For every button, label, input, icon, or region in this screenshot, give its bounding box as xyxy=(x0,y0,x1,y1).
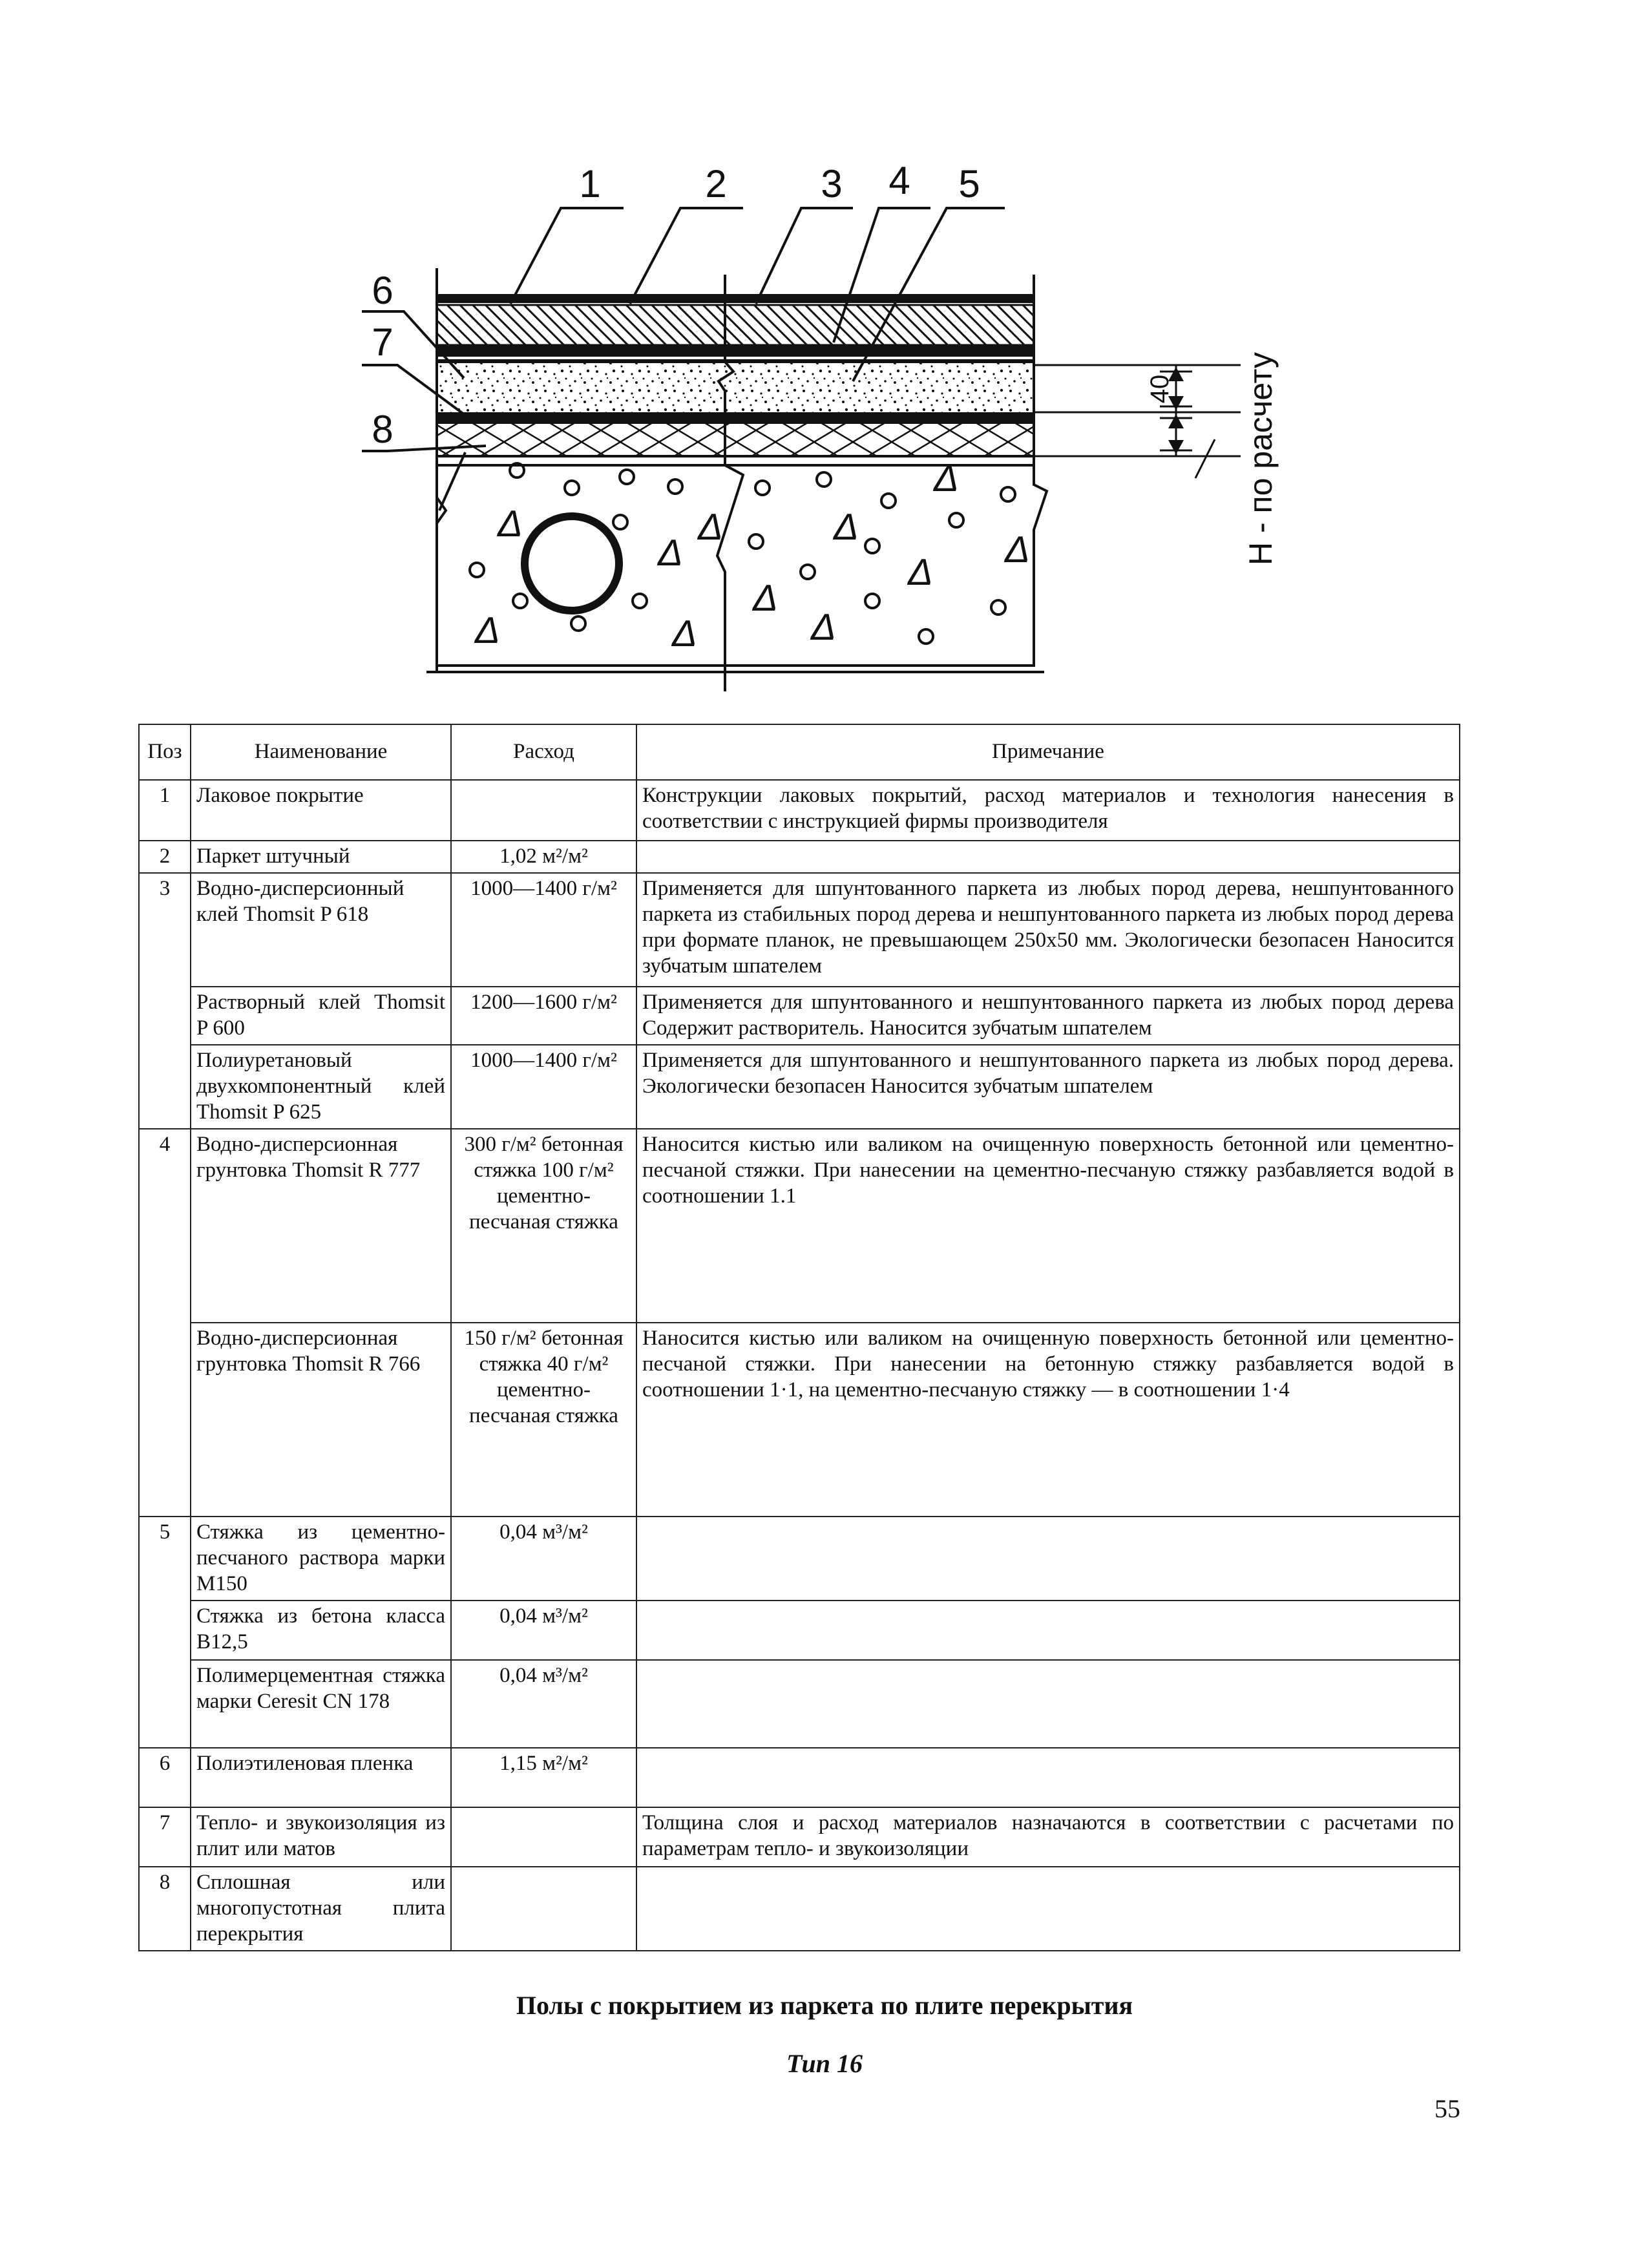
layer-film xyxy=(437,412,1034,424)
cell-name: Водно-дисперсионный клей Thomsit P 618 xyxy=(191,873,451,987)
cell-note: Толщина слоя и расход материалов назначаются в соответствии с расчетами по параметрам тепло- и звукоизоляции xyxy=(636,1807,1460,1867)
cell-pos xyxy=(139,1045,191,1129)
cell-name: Растворный клей Thomsit P 600 xyxy=(191,987,451,1045)
cell-pos: 8 xyxy=(139,1867,191,1951)
table-row xyxy=(139,1660,1460,1748)
cell-name: Стяжка из бетона класса В12,5 xyxy=(191,1601,451,1660)
cell-name: Сплошная или многопустотная плита перекрытия xyxy=(191,1867,451,1951)
cell-rate xyxy=(451,1807,636,1867)
callout-6: 6 xyxy=(372,269,394,312)
svg-text:Δ: Δ xyxy=(753,577,778,619)
cell-rate: 0,04 м³/м² xyxy=(451,1517,636,1601)
cell-rate: 300 г/м² бетонная стяжка 100 г/м² цементно-песчаная стяжка xyxy=(451,1129,636,1323)
header-rate: Расход xyxy=(451,724,636,780)
page-caption: Полы с покрытием из паркета по плите перекрытия xyxy=(516,1991,1133,2020)
cell-name: Лаковое покрытие xyxy=(191,780,451,841)
cell-name: Водно-дисперсионная грунтовка Thomsit R 766 xyxy=(191,1323,451,1517)
svg-text:Δ: Δ xyxy=(658,532,683,574)
cell-rate: 1000—1400 г/м² xyxy=(451,1045,636,1129)
callout-5: 5 xyxy=(958,162,980,205)
callout-1: 1 xyxy=(579,162,601,205)
cell-note: Конструкции лаковых покрытий, расход материалов и технология нанесения в соответствии с инструкцией фирмы производителя xyxy=(636,780,1460,841)
cell-rate: 1000—1400 г/м² xyxy=(451,873,636,987)
callout-3: 3 xyxy=(821,162,843,205)
cell-pos xyxy=(139,1323,191,1517)
layer-lacquer xyxy=(437,294,1034,303)
cell-rate xyxy=(451,1867,636,1951)
cell-note xyxy=(636,1601,1460,1660)
cell-rate xyxy=(451,780,636,841)
table-row xyxy=(139,841,1460,873)
cell-note: Наносится кистью или валиком на очищенную поверхность бетонной или цементно-песчаной стяжки. При нанесении на бетонную стяжку разбавляется водой в соотношении 1·1, на цементно-песчаную стяжку — в соотношении 1·4 xyxy=(636,1323,1460,1517)
table-row xyxy=(139,780,1460,841)
cell-note: Применяется для шпунтованного и нешпунтованного паркета из любых пород дерева. Экологически безопасен Наносится зубчатым шпателем xyxy=(636,1045,1460,1129)
table-row xyxy=(139,1517,1460,1601)
callout-2: 2 xyxy=(705,162,727,205)
cell-pos: 3 xyxy=(139,873,191,987)
cell-pos: 4 xyxy=(139,1129,191,1323)
thickness-note: H - по расчету xyxy=(1243,352,1279,566)
specification-table xyxy=(138,724,1460,1951)
cell-pos: 1 xyxy=(139,780,191,841)
cell-pos: 2 xyxy=(139,841,191,873)
cell-name: Водно-дисперсионная грунтовка Thomsit R 777 xyxy=(191,1129,451,1323)
cell-pos xyxy=(139,1660,191,1748)
svg-text:Δ: Δ xyxy=(834,506,859,548)
cell-name: Паркет штучный xyxy=(191,841,451,873)
layer-screed xyxy=(437,363,1034,412)
table-row xyxy=(139,1601,1460,1660)
header-pos: Поз xyxy=(139,724,191,780)
svg-text:Δ: Δ xyxy=(498,503,523,545)
cell-pos: 7 xyxy=(139,1807,191,1867)
cell-note xyxy=(636,1748,1460,1807)
cell-note xyxy=(636,1517,1460,1601)
cell-pos xyxy=(139,1601,191,1660)
cell-name: Полиуретановый двухкомпонентный клей Thomsit P 625 xyxy=(191,1045,451,1129)
svg-text:Δ: Δ xyxy=(934,457,959,499)
cell-rate: 150 г/м² бетонная стяжка 40 г/м² цементно-песчаная стяжка xyxy=(451,1323,636,1517)
page-number: 55 xyxy=(1434,2094,1460,2123)
table-row xyxy=(139,1045,1460,1129)
svg-text:Δ: Δ xyxy=(475,609,500,651)
table-header-row xyxy=(139,724,1460,780)
cell-note: Применяется для шпунтованного паркета из любых пород дерева, нешпунтованного паркета из стабильных пород дерева и нешпунтованного паркета из любых пород дерева при формате планок, не превышающем 250х50 мм. Экологически безопасен Наносится зубчатым шпателем xyxy=(636,873,1460,987)
header-name: Наименование xyxy=(191,724,451,780)
cell-pos xyxy=(139,987,191,1045)
callout-8: 8 xyxy=(372,408,394,451)
cell-name: Тепло- и звукоизоляция из плит или матов xyxy=(191,1807,451,1867)
cell-pos: 6 xyxy=(139,1748,191,1807)
cell-note xyxy=(636,1660,1460,1748)
callout-7: 7 xyxy=(372,320,394,364)
dimension-40-label: 40 xyxy=(1146,374,1174,404)
table-row xyxy=(139,1129,1460,1323)
table-row xyxy=(139,1867,1460,1951)
cell-note: Наносится кистью или валиком на очищенную поверхность бетонной или цементно-песчаной стяжки. При нанесении на цементно-песчаную стяжку разбавляется водой в соотношении 1.1 xyxy=(636,1129,1460,1323)
layer-slab xyxy=(426,457,1047,672)
svg-text:Δ: Δ xyxy=(908,551,933,593)
cell-rate: 1,02 м²/м² xyxy=(451,841,636,873)
svg-text:Δ: Δ xyxy=(672,613,697,655)
cell-pos: 5 xyxy=(139,1517,191,1601)
cell-note: Применяется для шпунтованного и нешпунтованного паркета из любых пород дерева Содержит растворитель. Наносится зубчатым шпателем xyxy=(636,987,1460,1045)
cell-rate: 1200—1600 г/м² xyxy=(451,987,636,1045)
table-row xyxy=(139,873,1460,987)
svg-text:Δ: Δ xyxy=(1005,529,1030,571)
cell-rate: 1,15 м²/м² xyxy=(451,1748,636,1807)
svg-text:Δ: Δ xyxy=(811,606,836,648)
layer-adhesive xyxy=(437,345,1034,363)
cell-note xyxy=(636,1867,1460,1951)
cell-name: Полимерцементная стяжка марки Ceresit CN 178 xyxy=(191,1660,451,1748)
cell-rate: 0,04 м³/м² xyxy=(451,1660,636,1748)
page-subcaption: Тип 16 xyxy=(786,2049,863,2078)
cell-name: Полиэтиленовая пленка xyxy=(191,1748,451,1807)
table-row xyxy=(139,1748,1460,1807)
callout-4: 4 xyxy=(888,159,910,202)
header-note: Примечание xyxy=(636,724,1460,780)
table-row xyxy=(139,1807,1460,1867)
svg-text:Δ: Δ xyxy=(698,506,723,548)
layer-insulation xyxy=(437,424,1034,456)
cell-rate: 0,04 м³/м² xyxy=(451,1601,636,1660)
floor-section-diagram xyxy=(0,0,1649,711)
table-row xyxy=(139,1323,1460,1517)
cell-note xyxy=(636,841,1460,873)
layer-parquet xyxy=(437,305,1034,345)
table-row xyxy=(139,987,1460,1045)
cell-name: Стяжка из цементно-песчаного раствора марки М150 xyxy=(191,1517,451,1601)
